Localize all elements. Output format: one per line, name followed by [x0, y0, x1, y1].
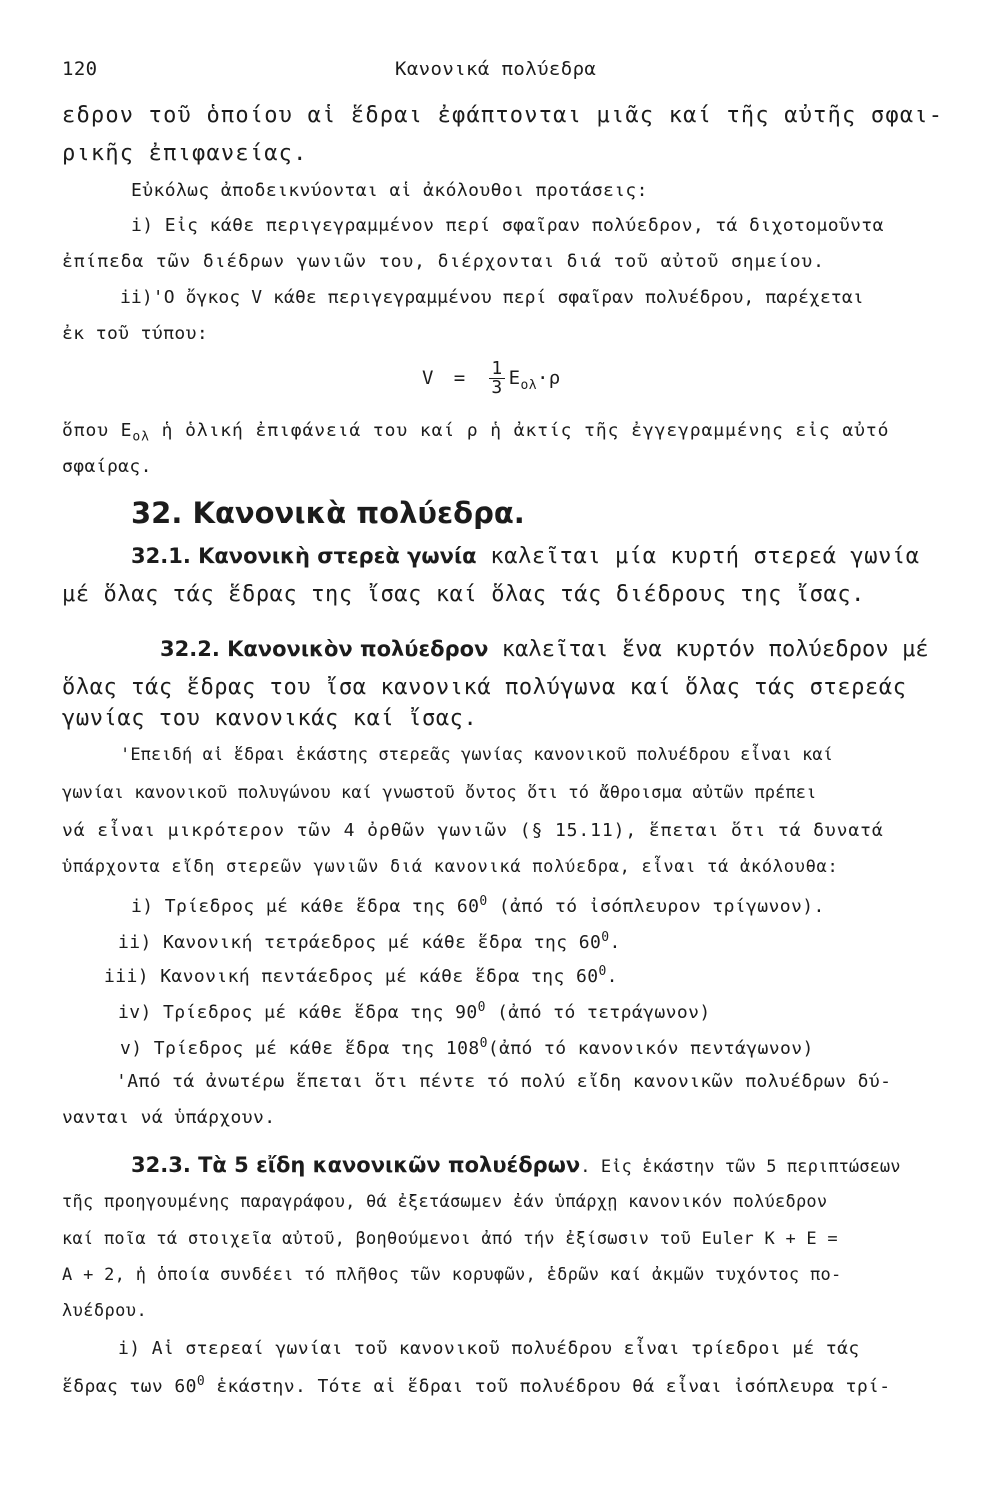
paragraph-32-3-line: λυέδρου.: [62, 1301, 148, 1321]
intro-line: i) Εἰς κάθε περιγεγραμμένον περί σφαῖραν πολύεδρον, τά διχοτομοῦντα: [131, 215, 884, 236]
conclusion-line: νανται νά ὑπάρχουν.: [62, 1107, 276, 1128]
case-note: (ἀπό τό κανονικόν πεντάγωνον): [487, 1038, 814, 1059]
running-title: Κανονικά πολύεδρα: [395, 58, 597, 80]
formula-fraction: [489, 360, 504, 397]
formula-denominator: 3: [491, 377, 503, 398]
case-item: [131, 894, 825, 917]
definition-32-1: [131, 544, 920, 569]
explanation-sub: ολ: [132, 429, 150, 445]
case-text: Τρίεδρος μέ κάθε ἕδρα της 108: [142, 1038, 480, 1059]
formula-e: E: [508, 367, 521, 389]
case-note: (ἀπό τό τετράγωνον): [485, 1002, 711, 1023]
case-i-pre: ἕδρας των 60: [62, 1376, 197, 1397]
definition-32-1-line: μέ ὅλας τάς ἕδρας της ἴσας καί ὅλας τάς διέδρους της ἴσας.: [62, 582, 866, 607]
case-item: [118, 930, 621, 953]
case-label: iv): [118, 1002, 152, 1023]
case-text: Τρίεδρος μέ κάθε ἕδρα της 90: [151, 1002, 478, 1023]
case-degree: 0: [598, 964, 607, 979]
case-text: Κανονική πεντάεδρος μέ κάθε ἕδρα της 60: [148, 966, 599, 987]
case-label: iii): [104, 966, 149, 987]
case-label: i): [131, 896, 154, 917]
case-degree: 0: [479, 1036, 488, 1051]
intro-line: εδρον τοῦ ὁποίου αἱ ἕδραι ἐφάπτονται μιᾶς καί τῆς αὐτῆς σφαι-: [62, 103, 944, 128]
definition-32-2-head: 32.2. Κανονικὸν πολύεδρον: [160, 637, 489, 661]
definition-32-2-line: ὅλας τάς ἕδρας του ἴσα κανονικά πολύγωνα καί ὅλας τάς στερεάς: [62, 675, 907, 700]
definition-32-2: [160, 637, 929, 662]
case-degree: 0: [601, 930, 610, 945]
conclusion-line: 'Από τά ἀνωτέρω ἕπεται ὅτι πέντε τό πολύ εἴδη κανονικῶν πολυέδρων δύ-: [116, 1071, 892, 1092]
case-text: Κανονική τετράεδρος μέ κάθε ἕδρα της 60: [151, 932, 602, 953]
formula-explanation-end: σφαίρας.: [62, 456, 152, 477]
volume-formula: [422, 360, 561, 397]
case-i-post: ἑκάστην. Τότε αἱ ἕδραι τοῦ πολυέδρου θά εἶναι ἰσόπλευρα τρί-: [205, 1376, 891, 1397]
explanation-pre: ὅπου E: [62, 420, 133, 441]
intro-line: ἐπίπεδα τῶν διέδρων γωνιῶν του, διέρχονται διά τοῦ αὐτοῦ σημείου.: [62, 251, 825, 272]
paragraph-32-3-text: . Εἰς ἑκάστην τῶν 5 περιπτώσεων: [580, 1157, 901, 1177]
paragraph-32-3-line: τῆς προηγουμένης παραγράφου, θά ἐξετάσωμεν ἐάν ὑπάρχῃ κανονικόν πολύεδρον: [62, 1192, 828, 1212]
paragraph-32-3: [131, 1153, 901, 1177]
case-text: Τρίεδρος μέ κάθε ἕδρα της 60: [153, 896, 480, 917]
body-line: ὑπάρχοντα εἴδη στερεῶν γωνιῶν διά κανονικά πολύεδρα, εἶναι τά ἀκόλουθα:: [62, 857, 839, 877]
explanation-post: ἡ ὁλική ἐπιφάνειά του καί ρ ἡ ἀκτίς τῆς ἐγγεγραμμένης εἰς αὐτό: [149, 420, 890, 441]
formula-explanation: [62, 420, 889, 445]
definition-32-1-head: 32.1. Κανονικὴ στερεὰ γωνία: [131, 544, 477, 568]
section-heading: 32. Κανονικὰ πολύεδρα.: [131, 496, 525, 530]
case-note: (ἀπό τό ἰσόπλευρον τρίγωνον).: [487, 896, 825, 917]
paragraph-32-3-head: 32.3. Τὰ 5 εἴδη κανονικῶν πολυέδρων: [131, 1153, 581, 1177]
intro-line: Εὐκόλως ἀποδεικνύονται αἱ ἀκόλουθοι προτάσεις:: [131, 180, 648, 201]
body-line: γωνίαι κανονικοῦ πολυγώνου καί γνωστοῦ ὄντος ὅτι τό ἄθροισμα αὐτῶν πρέπει: [62, 783, 817, 803]
case-degree: 0: [479, 894, 488, 909]
case-i-text: i) Αἱ στερεαί γωνίαι τοῦ κανονικοῦ πολυέδρου εἶναι τρίεδροι μέ τάς: [118, 1338, 860, 1359]
formula-numerator: 1: [491, 358, 503, 379]
formula-eq: =: [453, 367, 466, 389]
body-line: νά εἶναι μικρότερον τῶν 4 ὀρθῶν γωνιῶν (§ 15.11), ἕπεται ὅτι τά δυνατά: [62, 820, 884, 841]
intro-line: ii)'Ο ὄγκος V κάθε περιγεγραμμένου περί σφαῖραν πολυέδρου, παρέχεται: [120, 287, 864, 308]
paragraph-32-3-line: A + 2, ἡ ὁποία συνδέει τό πλῆθος τῶν κορυφῶν, ἑδρῶν καί ἀκμῶν τυχόντος πο-: [62, 1265, 842, 1285]
formula-lhs: V: [422, 367, 434, 389]
case-item: [120, 1036, 814, 1059]
paragraph-32-3-line: καί ποῖα τά στοιχεῖα αὐτοῦ, βοηθούμενοι ἀπό τήν ἐξίσωσιν τοῦ Euler K + E =: [62, 1229, 838, 1249]
case-item: [118, 1000, 711, 1023]
page-number: 120: [62, 58, 98, 80]
intro-line: ἐκ τοῦ τύπου:: [62, 323, 209, 344]
body-line: 'Επειδή αἱ ἕδραι ἑκάστης στερεᾶς γωνίας κανονικοῦ πολυέδρου εἶναι καί: [120, 745, 834, 765]
case-degree: 0: [477, 1000, 486, 1015]
definition-32-2-line: γωνίας του κανονικάς καί ἴσας.: [62, 706, 478, 731]
case-note: .: [609, 932, 621, 953]
case-item: [104, 964, 618, 987]
case-i-degree: 0: [196, 1374, 206, 1389]
formula-sub: ολ: [520, 377, 537, 393]
case-label: ii): [118, 932, 152, 953]
formula-rest: ·ρ: [536, 367, 561, 389]
case-label: v): [120, 1038, 143, 1059]
case-i-text-cont: [62, 1374, 891, 1397]
definition-32-2-text: καλεῖται ἕνα κυρτόν πολύεδρον μέ: [488, 637, 929, 662]
case-note: .: [606, 966, 618, 987]
definition-32-1-text: καλεῖται μία κυρτή στερεά γωνία: [476, 544, 920, 569]
intro-line: ρικῆς ἐπιφανείας.: [62, 141, 308, 166]
